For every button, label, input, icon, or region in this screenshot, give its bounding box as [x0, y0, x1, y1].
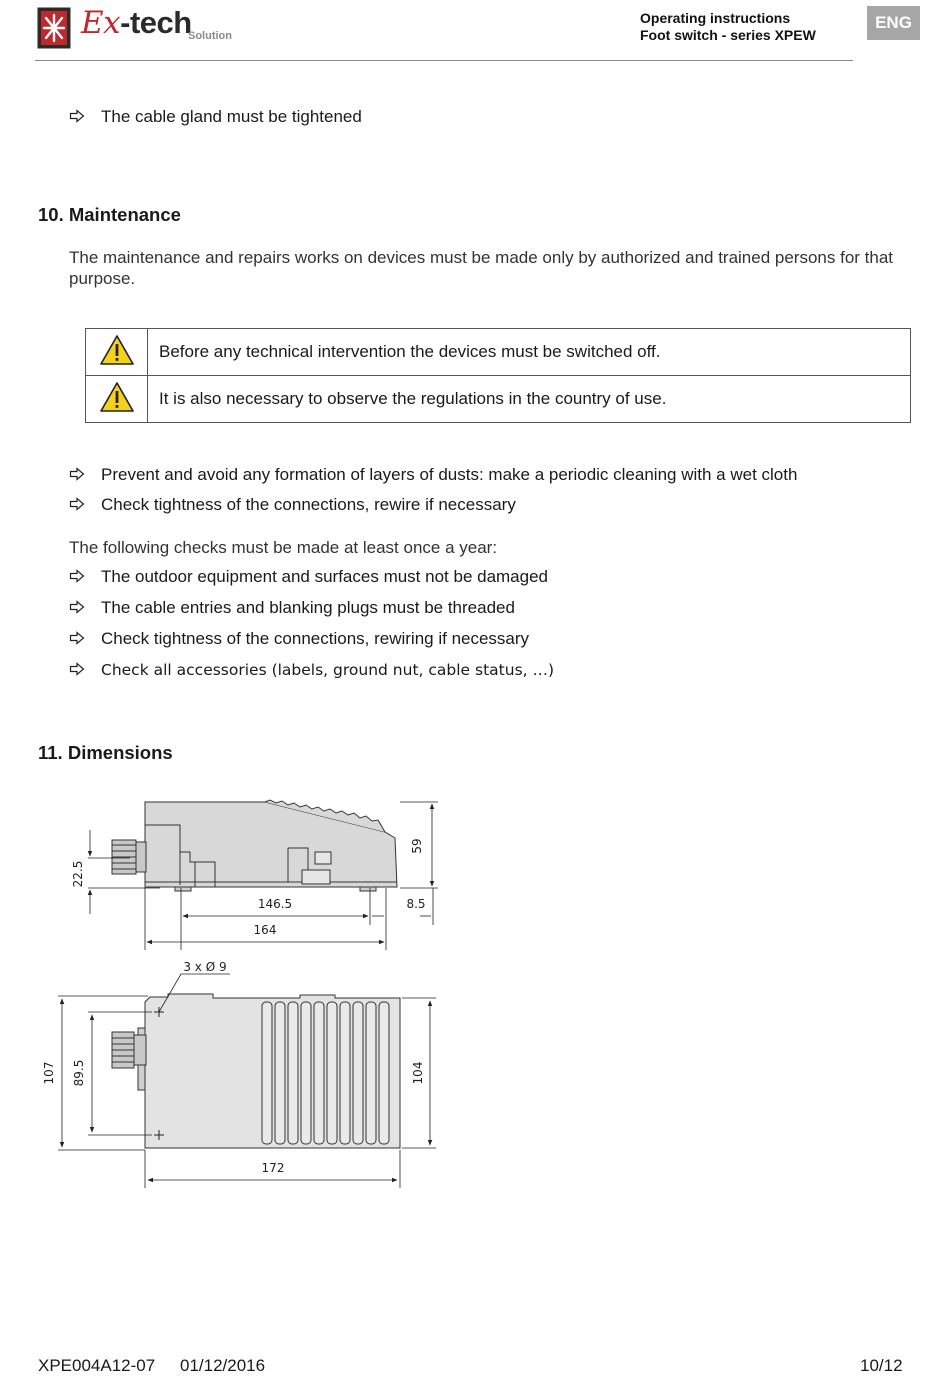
footer-doc-code: XPE004A12-07 — [38, 1356, 156, 1375]
arrow-right-icon — [69, 108, 85, 124]
list-item-text: Check all accessories (labels, ground nut, cable status, …) — [101, 661, 555, 679]
dim-label: 3 x Ø 9 — [183, 960, 227, 974]
document-title — [640, 10, 816, 44]
arrow-right-icon — [69, 496, 85, 512]
list-item-text: The cable gland must be tightened — [101, 107, 362, 126]
arrow-right-icon — [69, 466, 85, 482]
dim-label: 59 — [410, 838, 424, 854]
arrow-right-icon — [69, 630, 85, 646]
footer-page-number: 10/12 — [860, 1356, 903, 1375]
dim-label: 22.5 — [71, 860, 85, 888]
section-heading-dimensions: 11. Dimensions — [38, 742, 173, 763]
top-view — [112, 994, 400, 1148]
dimension-drawing — [40, 790, 450, 1200]
logo-brand: Ex-tech — [81, 5, 192, 41]
warning-row — [86, 329, 911, 376]
list-item-text: Check tightness of the connections, rewire if necessary — [101, 495, 516, 514]
dim-label: 107 — [42, 1061, 56, 1085]
warning-icon-cell — [86, 376, 148, 423]
arrow-right-icon — [69, 661, 85, 677]
yearly-checks-intro: The following checks must be made at least once a year: — [69, 538, 498, 557]
arrow-right-icon — [69, 568, 85, 584]
dim-label: 172 — [261, 1161, 285, 1175]
warning-text: Before any technical intervention the devices must be switched off. — [148, 329, 911, 376]
warning-icon — [99, 381, 135, 413]
header-divider — [35, 60, 853, 61]
dim-label: 89.5 — [72, 1059, 86, 1087]
arrow-right-icon — [69, 599, 85, 615]
list-item-text: Prevent and avoid any formation of layers of dusts: make a periodic cleaning with a wet cloth — [101, 465, 798, 484]
list-item-text: The outdoor equipment and surfaces must not be damaged — [101, 567, 549, 586]
list-item-text: The cable entries and blanking plugs must be threaded — [101, 598, 515, 617]
warning-icon — [99, 334, 135, 366]
dim-label: 146.5 — [257, 897, 293, 911]
warning-icon-cell — [86, 329, 148, 376]
side-view — [112, 800, 397, 891]
logo-subtitle: Solution — [188, 30, 232, 42]
footer-date: 01/12/2016 — [180, 1356, 266, 1375]
dim-label: 104 — [411, 1061, 425, 1085]
logo-mark-icon — [37, 7, 71, 49]
list-item-text: Check tightness of the connections, rewiring if necessary — [101, 629, 530, 648]
doc-title-line2: Foot switch - series XPEW — [640, 27, 816, 43]
warning-table — [85, 328, 911, 423]
company-logo — [37, 7, 237, 51]
doc-title-line1: Operating instructions — [640, 10, 791, 26]
maintenance-paragraph: The maintenance and repairs works on devices must be made only by authorized and trained persons for that purpose. — [69, 248, 894, 288]
dim-label: 164 — [253, 923, 277, 937]
language-badge: ENG — [867, 6, 920, 40]
section-heading-maintenance: 10. Maintenance — [38, 204, 181, 225]
dim-label: 8.5 — [406, 897, 426, 911]
warning-row — [86, 376, 911, 423]
warning-text: It is also necessary to observe the regulations in the country of use. — [148, 376, 911, 423]
